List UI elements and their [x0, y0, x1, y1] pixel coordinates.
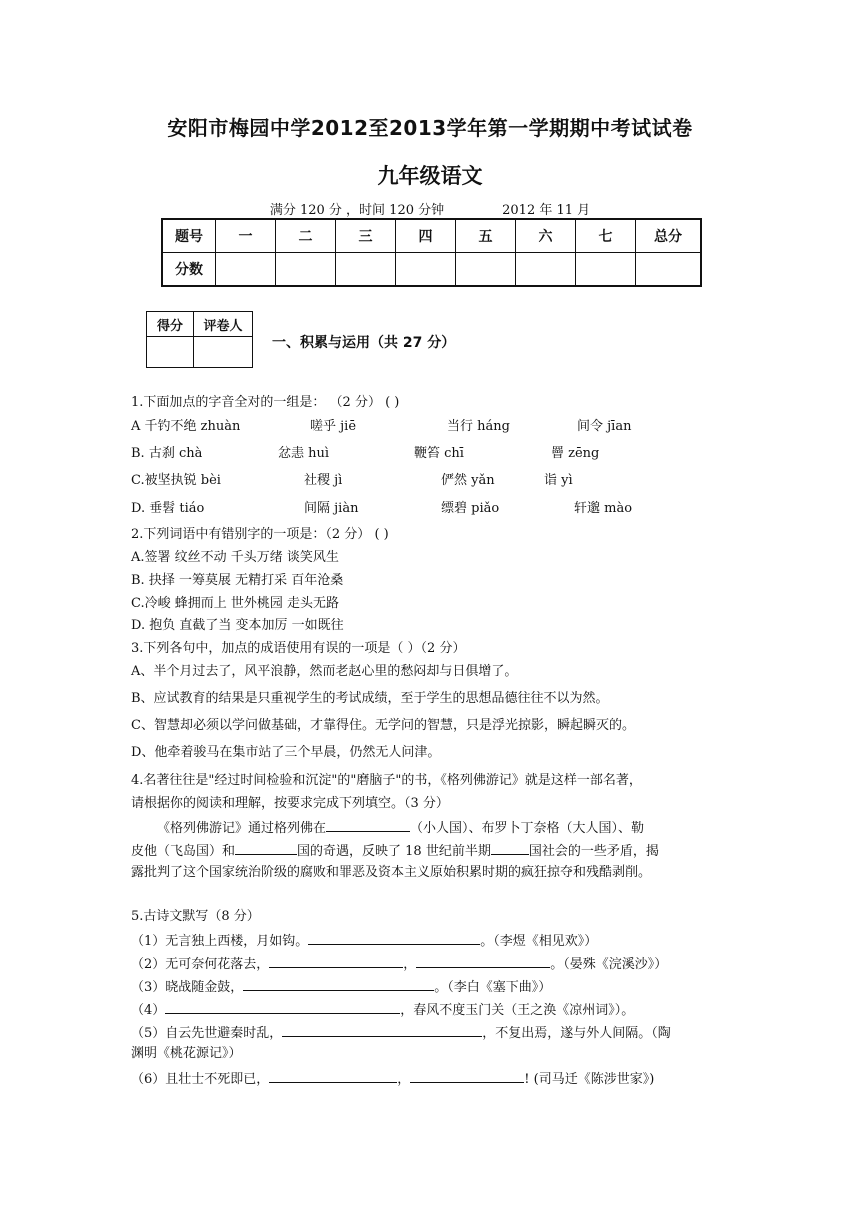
score-cell[interactable] [516, 253, 576, 287]
q5-text: （2）无可奈何花落去， [131, 957, 270, 972]
table-cell: 分数 [162, 253, 216, 287]
score-cell[interactable] [636, 253, 702, 287]
q5-text: ， [403, 957, 417, 972]
q5-text: 。（晏殊《浣溪沙》） [550, 957, 668, 972]
q5-blank[interactable] [416, 953, 550, 968]
score-time-text: 满分 120 分 ，时间 120 分钟 [269, 203, 445, 218]
q3-option-d: D、他牵着骏马在集市站了三个早晨，仍然无人问津。 [131, 745, 441, 760]
table-cell: 三 [336, 219, 396, 253]
q5-text: （1）无言独上西楼，月如钩。 [131, 934, 309, 949]
q4-blank-3[interactable] [491, 840, 529, 855]
q5-blank[interactable] [308, 930, 480, 945]
table-cell: 二 [276, 219, 336, 253]
q5-item-3 [131, 976, 551, 997]
q2-option-b: B. 抉择 一筹莫展 无精打采 百年沧桑 [131, 573, 344, 588]
exam-info [0, 199, 860, 218]
exam-date: 2012 年 11 月 [502, 203, 591, 218]
score-cell[interactable] [216, 253, 276, 287]
q1-a-2: 嗟乎 jiē [310, 419, 357, 434]
q5-item-5-cont: 渊明《桃花源记》） [131, 1046, 242, 1061]
exam-title: 安阳市梅园中学2012至2013学年第一学期期中考试试卷 [167, 116, 693, 140]
section-1-title: 一、积累与运用（共 27 分） [272, 335, 456, 351]
q1-d-4: 轩邈 mào [574, 501, 633, 516]
grader-score-cell[interactable] [147, 337, 194, 368]
q4-text: 国社会的一些矛盾，揭 [528, 844, 659, 859]
q5-item-1 [131, 930, 597, 951]
q5-blank[interactable] [243, 976, 434, 991]
q4-blank-1[interactable] [326, 817, 410, 832]
score-cell[interactable] [276, 253, 336, 287]
q5-blank[interactable] [269, 953, 403, 968]
grader-box [146, 311, 253, 368]
table-cell: 四 [396, 219, 456, 253]
q5-text: （3）晓战随金鼓， [131, 980, 244, 995]
q1-d-2: 间隔 jiàn [304, 501, 359, 516]
q4-stem-line2: 请根据你的阅读和理解，按要求完成下列填空。（3 分） [131, 796, 449, 811]
table-cell: 题号 [162, 219, 216, 253]
q4-body-line2 [131, 840, 659, 862]
grader-name-cell[interactable] [194, 337, 253, 368]
score-cell[interactable] [336, 253, 396, 287]
q4-body-line3: 露批判了这个国家统治阶级的腐败和罪恶及资本主义原始积累时期的疯狂掠夺和残酷剥削。 [131, 865, 652, 880]
q3-stem: 3.下列各句中，加点的成语使用有误的一项是（ ）（2 分） [131, 641, 466, 656]
q3-option-a: A、半个月过去了，风平浪静，然而老赵心里的愁闷却与日俱增了。 [131, 664, 518, 679]
q5-blank[interactable] [165, 999, 400, 1014]
q4-text: 国的奇遇，反映了 18 世纪前半期 [297, 844, 491, 859]
q4-text: 《格列佛游记》通过格列佛在 [157, 821, 327, 836]
q1-c-1: C.被坚执锐 bèi [131, 473, 221, 488]
exam-subtitle: 九年级语文 [377, 164, 483, 188]
q5-text: 。（李白《塞下曲》） [434, 980, 552, 995]
table-cell: 七 [576, 219, 636, 253]
q5-text: （6）且壮士不死即已， [131, 1072, 270, 1087]
score-table-score-row [162, 253, 701, 287]
q2-option-d: D. 抱负 直截了当 变本加厉 一如既往 [131, 618, 344, 633]
q5-text: ， [397, 1072, 411, 1087]
q5-blank[interactable] [282, 1022, 482, 1037]
q5-item-6 [131, 1068, 654, 1089]
q5-item-2 [131, 953, 667, 974]
score-cell[interactable] [576, 253, 636, 287]
q5-text: （4） [131, 1003, 166, 1018]
q1-c-4: 诣 yì [544, 473, 573, 488]
q4-body-line1 [157, 817, 644, 839]
q4-text: （小人国）、布罗卜丁奈格（大人国）、勒 [410, 821, 645, 836]
q5-stem: 5.古诗文默写（8 分） [131, 909, 260, 924]
q5-text: 。（李煜《相见欢》） [480, 934, 598, 949]
q1-stem: 1.下面加点的字音全对的一组是： （2 分） ( ) [131, 395, 400, 410]
score-table-header-row [162, 219, 701, 253]
grader-score-label: 得分 [147, 312, 194, 337]
q1-c-2: 社稷 jì [304, 473, 343, 488]
q1-c-3: 俨然 yǎn [441, 473, 495, 488]
q5-text: ，不复出焉，遂与外人间隔。（陶 [482, 1026, 671, 1041]
q1-a-3: 当行 háng [447, 419, 510, 434]
table-cell: 五 [456, 219, 516, 253]
q5-text: （5）自云先世避秦时乱， [131, 1026, 283, 1041]
q2-stem: 2.下列词语中有错别字的一项是：（2 分） ( ) [131, 527, 389, 542]
q2-option-a: A.签署 纹丝不动 千头万绪 谈笑风生 [131, 550, 339, 565]
q1-b-4: 罾 zēng [551, 446, 600, 461]
q1-d-3: 缥碧 piǎo [441, 501, 500, 516]
q4-stem-line1: 4.名著往往是"经过时间检验和沉淀"的"磨脑子"的书，《格列佛游记》就是这样一部名著， [131, 773, 642, 788]
grader-name-label: 评卷人 [194, 312, 253, 337]
q4-text: 皮他（飞岛国）和 [131, 844, 236, 859]
score-cell[interactable] [456, 253, 516, 287]
q5-blank[interactable] [410, 1068, 524, 1083]
q3-option-c: C、智慧却必须以学问做基础，才靠得住。无学问的智慧，只是浮光掠影，瞬起瞬灭的。 [131, 718, 635, 733]
table-cell: 一 [216, 219, 276, 253]
q2-option-c: C.冷峻 蜂拥而上 世外桃园 走头无路 [131, 596, 340, 611]
q5-item-5 [131, 1022, 671, 1043]
q1-b-1: B. 古刹 chà [131, 446, 203, 461]
q1-a-4: 间令 jīan [577, 419, 632, 434]
table-cell: 六 [516, 219, 576, 253]
q5-blank[interactable] [269, 1068, 397, 1083]
score-table [161, 218, 702, 287]
q3-option-b: B、应试教育的结果是只重视学生的考试成绩，至于学生的思想品德往往不以为然。 [131, 691, 609, 706]
q5-text: ，春风不度玉门关（王之涣《凉州词》）。 [400, 1003, 635, 1018]
q4-blank-2[interactable] [235, 840, 297, 855]
q1-b-3: 鞭笞 chī [414, 446, 464, 461]
q1-b-2: 忿恚 huì [278, 446, 330, 461]
q5-item-4 [131, 999, 634, 1020]
score-cell[interactable] [396, 253, 456, 287]
table-cell: 总分 [636, 219, 702, 253]
q1-a-1: A 千钓不绝 zhuàn [131, 419, 241, 434]
q5-text: ! (司马迁《陈涉世家》) [524, 1072, 655, 1087]
q1-d-1: D. 垂髫 tiáo [131, 501, 205, 516]
